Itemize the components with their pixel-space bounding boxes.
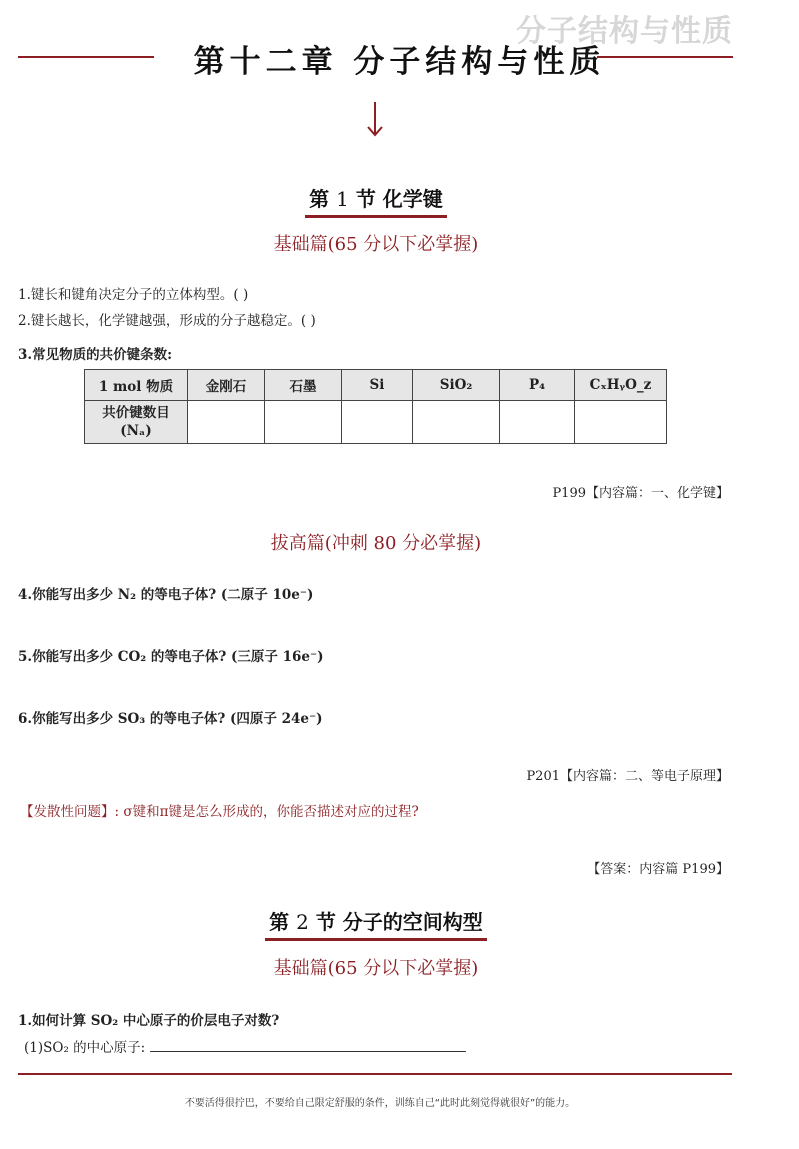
table-header-cell: SiO₂ — [413, 370, 500, 401]
table-row — [85, 401, 667, 444]
footer-rule — [18, 1073, 732, 1075]
table-header-row — [85, 370, 667, 401]
covalent-bond-table — [84, 369, 667, 444]
watermark-title: 分子结构与性质 — [516, 14, 733, 49]
reference-2: P201【内容篇：二、等电子原理】 — [526, 769, 729, 784]
table-header-cell: 金刚石 — [188, 370, 265, 401]
down-arrow-icon — [365, 100, 385, 140]
chapter-title: 第十二章 分子结构与性质 — [193, 44, 606, 80]
table-header-cell: 1 mol 物质 — [85, 370, 188, 401]
answer-blank-line[interactable] — [150, 1039, 466, 1052]
table-row-label: 共价键数目 (Nₐ) — [85, 401, 188, 444]
answer-reference: 【答案：内容篇 P199】 — [587, 862, 729, 877]
divergent-question-text: σ键和π键是怎么形成的，你能否描述对应的过程? — [123, 804, 419, 820]
reference-1: P199【内容篇：一、化学键】 — [552, 486, 729, 501]
divergent-question — [20, 800, 419, 820]
section-2-question-1: 1.如何计算 SO₂ 中心原子的价层电子对数? — [18, 1013, 280, 1029]
section-2-question-1-sub: (1)SO₂ 的中心原子: — [24, 1036, 466, 1056]
section-2-basic-level: 基础篇(65 分以下必掌握) — [273, 958, 479, 979]
section-1-basic-level: 基础篇(65 分以下必掌握) — [273, 234, 479, 255]
table-cell — [575, 401, 667, 444]
question-5: 5.你能写出多少 CO₂ 的等电子体? (三原子 16e⁻) — [18, 649, 324, 665]
table-cell — [342, 401, 413, 444]
table-header-cell: Si — [342, 370, 413, 401]
table-cell — [188, 401, 265, 444]
table-header-cell: 石墨 — [265, 370, 342, 401]
section-1-title: 第 1 节 化学键 — [0, 183, 752, 218]
fade-overlay — [499, 1112, 799, 1149]
question-1: 1.键长和键角决定分子的立体构型。( ) — [18, 287, 249, 303]
divergent-question-tag: 【发散性问题】: — [20, 804, 120, 820]
section-2-title: 第 2 节 分子的空间构型 — [0, 906, 752, 941]
question-2: 2.键长越长，化学键越强，形成的分子越稳定。( ) — [18, 313, 316, 329]
table-cell — [265, 401, 342, 444]
table-header-cell: CₓHᵧO_z — [575, 370, 667, 401]
footer-motto: 不要活得很拧巴，不要给自己限定舒服的条件，训练自己“此时此刻觉得就很好”的能力。 — [184, 1098, 576, 1109]
table-header-cell: P₄ — [500, 370, 575, 401]
table-cell — [413, 401, 500, 444]
section-1-advanced-level: 拔高篇(冲刺 80 分必掌握) — [270, 533, 482, 554]
question-3: 3.常见物质的共价键条数: — [18, 347, 173, 363]
question-6: 6.你能写出多少 SO₃ 的等电子体? (四原子 24e⁻) — [18, 711, 323, 727]
table-cell — [500, 401, 575, 444]
question-4: 4.你能写出多少 N₂ 的等电子体? (二原子 10e⁻) — [18, 587, 314, 603]
